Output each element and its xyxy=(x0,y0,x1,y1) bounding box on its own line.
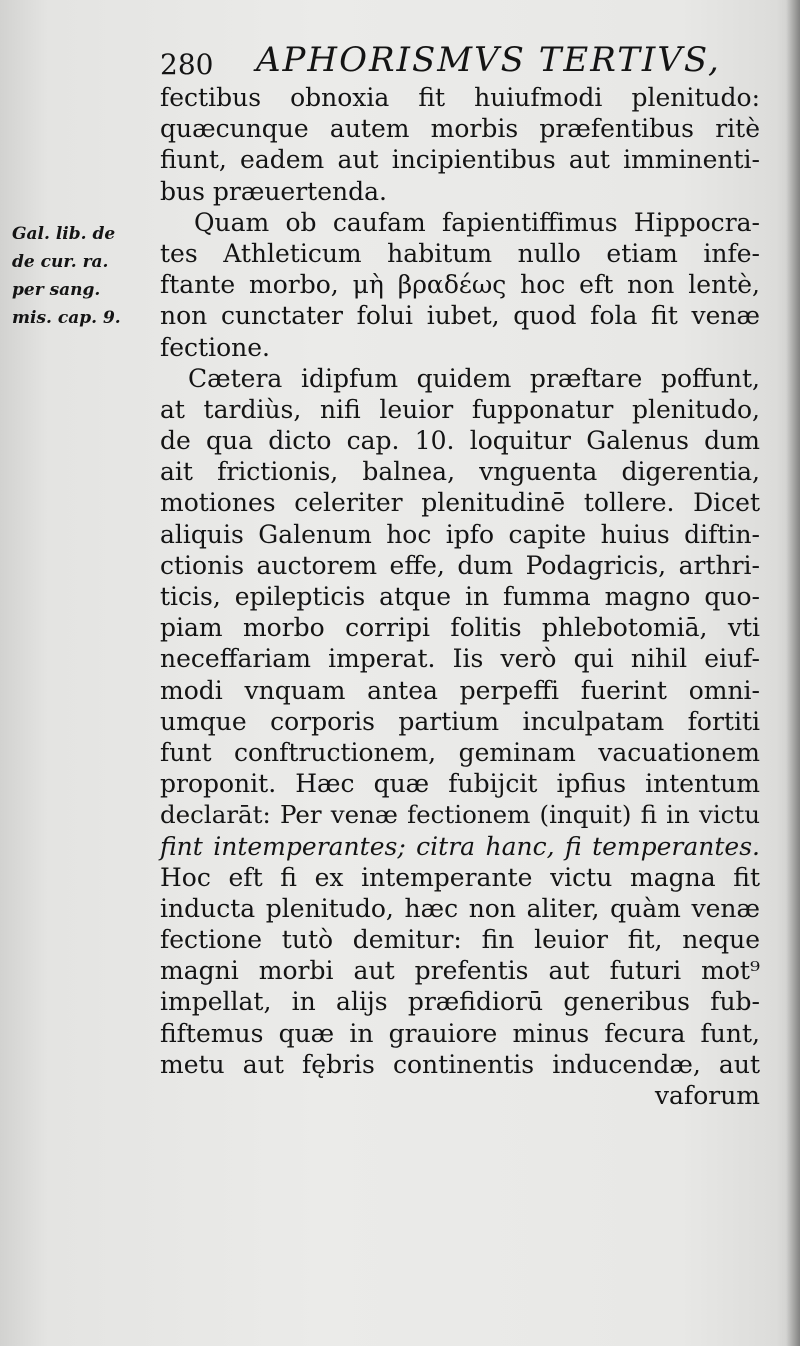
catchword: vaforum xyxy=(654,1081,760,1110)
text-line: modi vnquam antea perpeffi fuerint omni- xyxy=(160,675,760,705)
text-line: bus præuertenda. xyxy=(160,176,387,206)
text-line: at tardiùs, nifi leuior fupponatur plenitudo, xyxy=(160,394,760,424)
text-line: fiftemus quæ in grauiore minus fecura funt, xyxy=(160,1018,760,1048)
text-line: umque corporis partium inculpatam fortiti xyxy=(160,706,760,736)
margin-note-line: mis. cap. 9. xyxy=(12,308,121,328)
text-line: aliquis Galenum hoc ipfo capite huius diftin- xyxy=(160,519,760,549)
running-head xyxy=(160,34,760,80)
text-line: fiunt, eadem aut incipientibus aut imminenti- xyxy=(160,145,760,175)
text-line: neceffariam imperat. Iis verò qui nihil eiuf- xyxy=(160,644,760,674)
text-line: magni morbi aut prefentis aut futuri mot⁹ xyxy=(160,956,760,986)
margin-note-line: de cur. ra. xyxy=(12,252,109,272)
text-line: fectibus obnoxia fit huiufmodi plenitudo: xyxy=(160,83,760,112)
margin-note xyxy=(12,220,152,332)
text-line: metu aut fębris continentis inducendæ, aut xyxy=(160,1049,760,1079)
text-line: tes Athleticum habitum nullo etiam infe- xyxy=(160,238,760,268)
text-line: Quam ob caufam fapientiffimus Hippocra- xyxy=(194,207,760,237)
text-line: ait frictionis, balnea, vnguenta digerentia, xyxy=(160,457,760,487)
text-line: fint intemperantes; citra hanc, fi temperantes. xyxy=(160,831,760,861)
margin-note-line: Gal. lib. de xyxy=(12,224,116,244)
text-line: Cætera idipfum quidem præftare poffunt, xyxy=(188,363,760,393)
text-line: ftante morbo, μὴ βραδέως hoc eft non lentè, xyxy=(160,270,760,300)
text-line: ticis, epilepticis atque in fumma magno quo- xyxy=(160,582,760,611)
text-line: de qua dicto cap. 10. loquitur Galenus dum xyxy=(160,426,760,456)
text-line: motiones celeriter plenitudinē tollere. Dicet xyxy=(160,488,760,518)
text-line: piam morbo corripi folitis phlebotomiā, vti xyxy=(160,613,760,643)
text-line: impellat, in alijs præfidiorū generibus fub- xyxy=(160,987,760,1017)
text-line: funt conftructionem, geminam vacuationem xyxy=(160,737,760,767)
text-line: non cunctater folui iubet, quod fola fit venæ xyxy=(160,301,760,331)
text-line: ctionis auctorem effe, dum Podagricis, arthri- xyxy=(160,550,760,580)
margin-note-line: per sang. xyxy=(12,280,101,300)
text-line: quæcunque autem morbis præfentibus ritè xyxy=(160,114,760,144)
text-line: proponit. Hæc quæ fubijcit ipfius intentum xyxy=(160,769,760,799)
text-line: fectione tutò demitur: fin leuior fit, neque xyxy=(160,925,760,955)
text-line: declarāt: Per venæ fectionem (inquit) fi in victu xyxy=(160,800,760,830)
text-line: Hoc eft fi ex intemperante victu magna fit xyxy=(160,862,760,892)
text-line: inducta plenitudo, hæc non aliter, quàm venæ xyxy=(160,893,760,923)
body-text xyxy=(160,82,760,1111)
page-number: 280 xyxy=(160,48,214,81)
running-title: APHORISMVS TERTIVS, xyxy=(256,40,721,80)
text-line: fectione. xyxy=(160,332,270,362)
